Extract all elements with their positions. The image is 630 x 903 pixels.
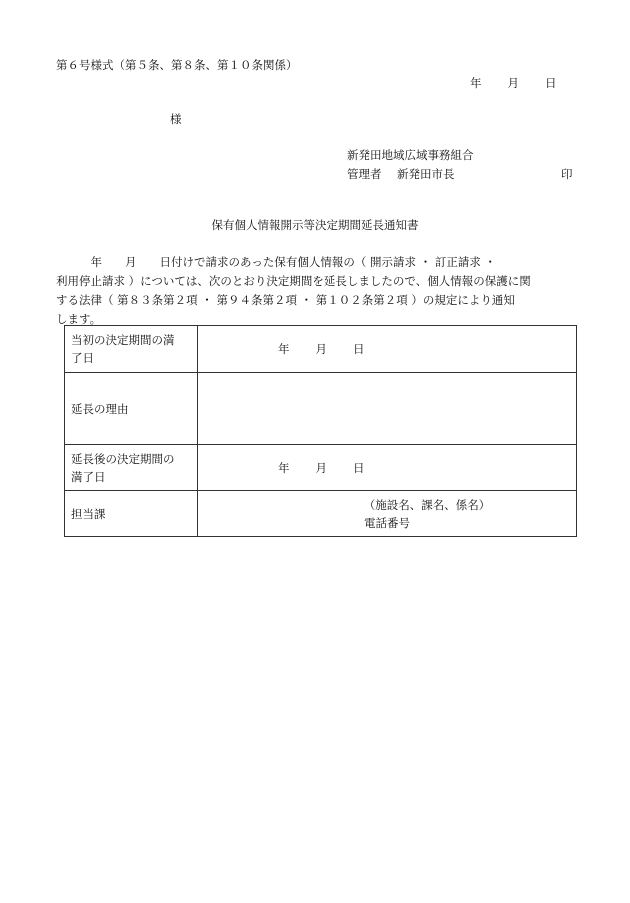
date-month-unit: 月 xyxy=(507,76,519,90)
seal-mark: 印 xyxy=(561,167,573,181)
department-value[interactable]: （施設名、課名、係名） 電話番号 xyxy=(198,491,577,537)
new-deadline-value[interactable]: 年 月 日 xyxy=(198,445,577,491)
addressee-suffix: 様 xyxy=(170,112,182,126)
reason-label: 延長の理由 xyxy=(65,373,198,445)
date-year-unit: 年 xyxy=(470,76,482,90)
document-title: 保有個人情報開示等決定期間延長通知書 xyxy=(211,218,419,232)
sender-name: 新発田市長 xyxy=(397,167,455,181)
notice-body xyxy=(56,253,576,329)
issue-date xyxy=(470,78,557,90)
table-row-reason xyxy=(65,373,577,445)
form-number: 第６号様式（第５条、第８条、第１０条関係） xyxy=(56,58,298,72)
table-row-original-deadline xyxy=(65,326,577,373)
original-deadline-value[interactable]: 年 月 日 xyxy=(198,326,577,373)
extension-table xyxy=(64,325,577,537)
body-line-3: する法律（ 第８３条第２項 ・ 第９４条第２項 ・ 第１０２条第２項 ）の規定により通知 xyxy=(56,293,515,307)
body-line-2: 利用停止請求 ）については、次のとおり決定期間を延長しましたので、個人情報の保護に関 xyxy=(56,274,531,288)
original-deadline-label: 当初の決定期間の満 了日 xyxy=(65,326,198,373)
table-row-new-deadline xyxy=(65,445,577,491)
date-day-unit: 日 xyxy=(545,76,557,90)
sender-role: 管理者 xyxy=(347,167,382,181)
table-row-department xyxy=(65,491,577,537)
new-deadline-label: 延長後の決定期間の 満了日 xyxy=(65,445,198,491)
department-label: 担当課 xyxy=(65,491,198,537)
body-line-1: 年 月 日付けで請求のあった保有個人情報の（ 開示請求 ・ 訂正請求 ・ xyxy=(56,255,497,269)
body-line-4: します。 xyxy=(56,312,102,326)
sender-organization: 新発田地域広域事務組合 xyxy=(347,148,474,162)
reason-value[interactable] xyxy=(198,373,577,445)
